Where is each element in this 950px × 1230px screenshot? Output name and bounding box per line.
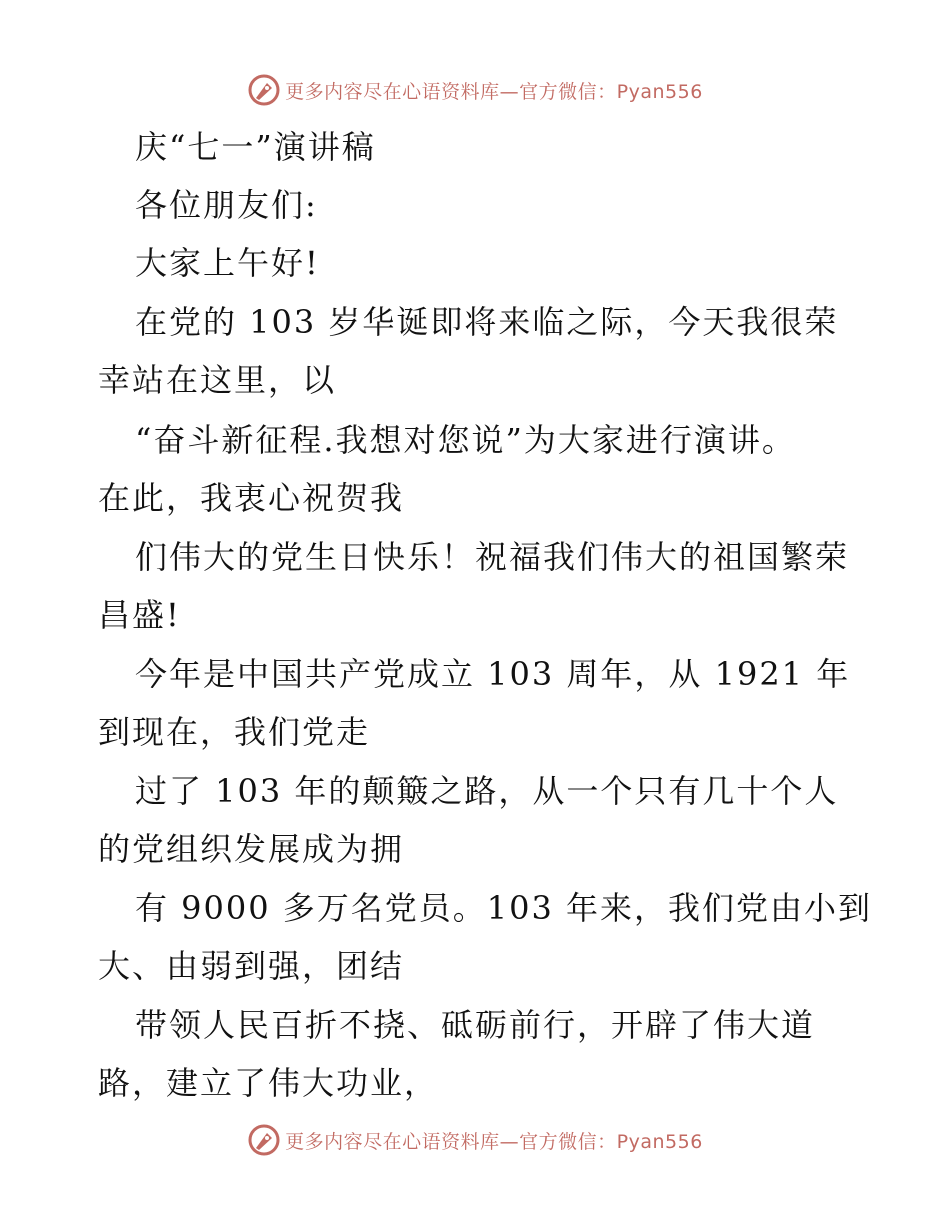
watermark-text: 更多内容尽在心语资料库—官方微信：Pyan556 bbox=[285, 80, 703, 103]
greeting: 大家上午好! bbox=[135, 244, 320, 282]
text-line: 有 9000 多万名党员。103 年来，我们党由小到 bbox=[135, 889, 873, 927]
text-line: 的党组织发展成为拥 bbox=[98, 830, 405, 868]
text-line: “奋斗新征程.我想对您说”为大家进行演讲。 bbox=[135, 421, 796, 459]
document-title: 庆“七一”演讲稿 bbox=[135, 128, 376, 166]
header-watermark bbox=[0, 70, 950, 110]
pen-nib-logo-icon bbox=[247, 1123, 281, 1157]
footer-watermark bbox=[0, 1120, 950, 1160]
text-line: 幸站在这里，以 bbox=[98, 361, 337, 399]
text-line: 过了 103 年的颠簸之路，从一个只有几十个人 bbox=[135, 772, 839, 810]
text-line: 大、由弱到强，团结 bbox=[98, 947, 405, 985]
text-line: 路，建立了伟大功业， bbox=[98, 1064, 439, 1102]
text-line: 到现在，我们党走 bbox=[98, 713, 371, 751]
text-line: 昌盛! bbox=[98, 596, 181, 634]
text-line: 在党的 103 岁华诞即将来临之际，今天我很荣 bbox=[135, 303, 839, 341]
salutation: 各位朋友们: bbox=[135, 186, 318, 224]
text-line: 在此，我衷心祝贺我 bbox=[98, 479, 405, 517]
text-line: 带领人民百折不挠、砥砺前行，开辟了伟大道 bbox=[135, 1006, 816, 1044]
text-line: 今年是中国共产党成立 103 周年，从 1921 年 bbox=[135, 655, 851, 693]
watermark-text: 更多内容尽在心语资料库—官方微信：Pyan556 bbox=[285, 1130, 703, 1153]
text-line: 们伟大的党生日快乐！祝福我们伟大的祖国繁荣 bbox=[135, 538, 850, 576]
pen-nib-logo-icon bbox=[247, 73, 281, 107]
